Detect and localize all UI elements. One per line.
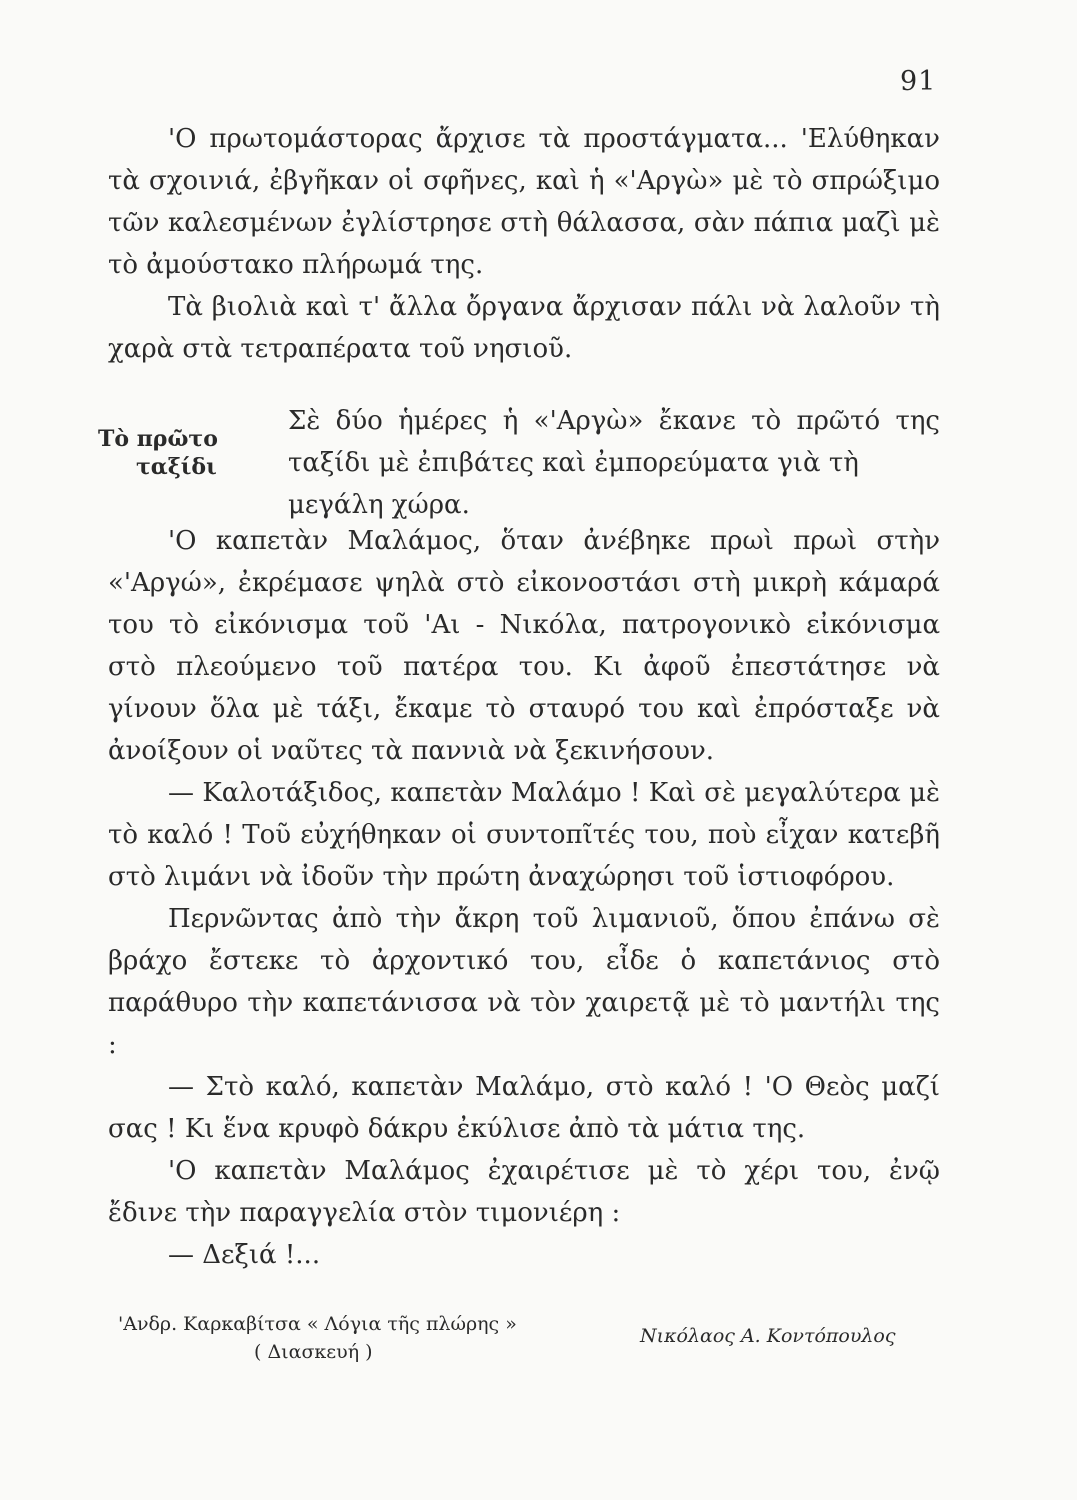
page-number: 91 bbox=[900, 66, 937, 97]
paragraph-captain-icon: 'Ο καπετὰν Μαλάμος, ὅταν ἀνέβηκε πρωὶ πρωὶ στὴν «'Αργώ», ἐκρέμασε ψηλὰ στὸ εἰκονοστάσι στὴ μικρὴ κάμαρά του τὸ εἰκόνισμα τοῦ 'Αι - Νικόλα, πατρογονικὸ εἰκόνισμα στὸ πλεούμενο τοῦ πατέρα του. Κι ἀφοῦ ἐπεστάτησε νὰ γίνουν ὅλα μὲ τάξι, ἔκαμε τὸ σταυρό του καὶ ἐπρόσταξε νὰ ἀνοίξουν οἱ ναῦτες τὰ παννιὰ νὰ ξεκινήσουν. bbox=[108, 526, 940, 766]
paragraph-right-command: — Δεξιά !... bbox=[168, 1240, 321, 1270]
source-title: 'Ανδρ. Καρκαβίτσα « Λόγια τῆς πλώρης » bbox=[118, 1313, 517, 1335]
paragraph-farewell-wish: — Καλοτάξιδος, καπετὰν Μαλάμο ! Καὶ σὲ μεγαλύτερα μὲ τὸ καλό ! Τοῦ εὐχήθηκαν οἱ συντοπῖτές του, ποὺ εἶχαν κατεβῆ στὸ λιμάνι νὰ ἰδοῦν τὴν πρώτη ἀναχώρησι τοῦ ἱστιοφόρου. bbox=[108, 778, 940, 892]
opening-section bbox=[108, 118, 940, 370]
author-credit: Νικόλαος Α. Κοντόπουλος bbox=[640, 1325, 896, 1347]
first-voyage-text-end: μεγάλη χώρα. bbox=[288, 490, 470, 520]
main-section bbox=[108, 520, 940, 1276]
side-heading-line-2: ταξίδι bbox=[136, 454, 217, 480]
source-citation bbox=[118, 1310, 517, 1366]
side-heading bbox=[98, 425, 248, 481]
paragraph-passing-harbor: Περνῶντας ἀπὸ τὴν ἄκρη τοῦ λιμανιοῦ, ὅπου ἐπάνω σὲ βράχο ἔστεκε τὸ ἀρχοντικό του, εἶδε ὁ καπετάνιος στὸ παράθυρο τὴν καπετάνισσα νὰ τὸν χαιρετᾷ μὲ τὸ μαντήλι της : bbox=[108, 904, 940, 1060]
source-note: ( Διασκευή ) bbox=[254, 1341, 373, 1363]
paragraph-music: Τὰ βιολιὰ καὶ τ' ἄλλα ὄργανα ἄρχισαν πάλι νὰ λαλοῦν τὴ χαρὰ στὰ τετραπέρατα τοῦ νησιοῦ. bbox=[108, 292, 940, 364]
paragraph-captains-wife: — Στὸ καλό, καπετὰν Μαλάμο, στὸ καλό ! 'Ο Θεὸς μαζί σας ! Κι ἕνα κρυφὸ δάκρυ ἐκύλισε ἀπὸ τὰ μάτια της. bbox=[108, 1072, 940, 1144]
paragraph-launch: 'Ο πρωτομάστορας ἄρχισε τὰ προστάγματα... 'Ελύθηκαν τὰ σχοινιά, ἐβγῆκαν οἱ σφῆνες, καὶ ἡ «'Αργὼ» μὲ τὸ σπρώξιμο τῶν καλεσμένων ἐγλίστρησε στὴ θάλασσα, σὰν πάπια μαζὶ μὲ τὸ ἀμούστακο πλήρωμά της. bbox=[108, 124, 940, 280]
first-voyage-paragraph bbox=[288, 400, 940, 484]
first-voyage-text: Σὲ δύο ἡμέρες ἡ «'Αργὼ» ἔκανε τὸ πρῶτό της ταξίδι μὲ ἐπιβάτες καὶ ἐμπορεύματα γιὰ τὴ bbox=[288, 406, 940, 478]
paragraph-captain-salute: 'Ο καπετὰν Μαλάμος ἐχαιρέτισε μὲ τὸ χέρι του, ἐνῷ ἔδινε τὴν παραγγελία στὸν τιμονιέρη : bbox=[108, 1156, 940, 1228]
side-heading-line-1: Τὸ πρῶτο bbox=[98, 426, 218, 452]
